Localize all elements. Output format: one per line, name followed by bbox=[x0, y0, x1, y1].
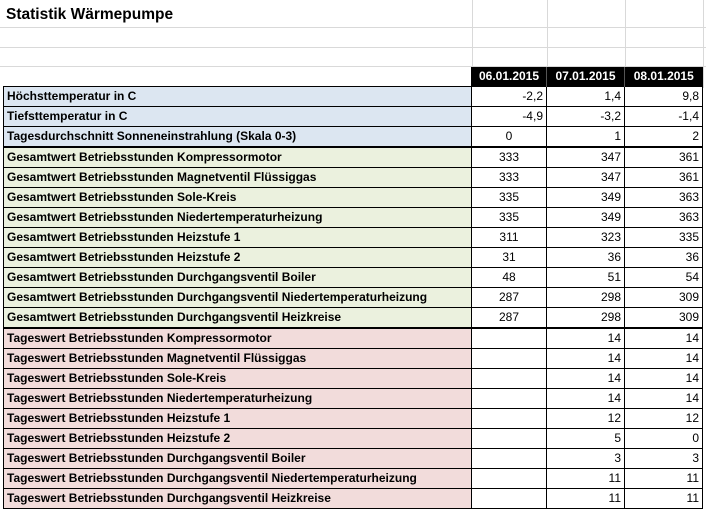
table-row bbox=[4, 248, 703, 268]
row-label[interactable]: Gesamtwert Betriebsstunden Heizstufe 1 bbox=[4, 228, 472, 248]
row-label[interactable]: Tageswert Betriebsstunden Durchgangsventil Boiler bbox=[4, 449, 472, 469]
value-cell[interactable]: 349 bbox=[547, 188, 625, 208]
value-cell[interactable]: 0 bbox=[625, 429, 703, 449]
value-cell[interactable]: 14 bbox=[547, 328, 625, 349]
value-cell[interactable] bbox=[472, 469, 547, 489]
value-cell[interactable]: 363 bbox=[625, 208, 703, 228]
value-cell[interactable]: 363 bbox=[625, 188, 703, 208]
value-cell[interactable]: 2 bbox=[625, 127, 703, 148]
value-cell[interactable]: 14 bbox=[625, 349, 703, 369]
row-label[interactable]: Tageswert Betriebsstunden Niedertemperaturheizung bbox=[4, 389, 472, 409]
value-cell[interactable]: 287 bbox=[472, 288, 547, 308]
value-cell[interactable]: 14 bbox=[625, 369, 703, 389]
date-header-2[interactable]: 07.01.2015 bbox=[547, 67, 625, 87]
row-label[interactable]: Tageswert Betriebsstunden Sole-Kreis bbox=[4, 369, 472, 389]
value-cell[interactable] bbox=[472, 429, 547, 449]
value-cell[interactable] bbox=[472, 489, 547, 509]
header-empty-cell bbox=[4, 67, 472, 87]
value-cell[interactable]: 361 bbox=[625, 168, 703, 188]
value-cell[interactable]: 11 bbox=[547, 489, 625, 509]
row-label[interactable]: Gesamtwert Betriebsstunden Magnetventil Flüssiggas bbox=[4, 168, 472, 188]
table-row bbox=[4, 369, 703, 389]
value-cell[interactable]: 3 bbox=[547, 449, 625, 469]
table-row bbox=[4, 409, 703, 429]
row-label[interactable]: Tageswert Betriebsstunden Heizstufe 1 bbox=[4, 409, 472, 429]
table-row bbox=[4, 228, 703, 248]
table-row bbox=[4, 489, 703, 509]
value-cell[interactable]: 48 bbox=[472, 268, 547, 288]
sheet-title: Statistik Wärmepumpe bbox=[6, 6, 174, 23]
value-cell[interactable]: 335 bbox=[625, 228, 703, 248]
row-label[interactable]: Tageswert Betriebsstunden Durchgangsventil Heizkreise bbox=[4, 489, 472, 509]
value-cell[interactable]: 11 bbox=[625, 489, 703, 509]
table-row bbox=[4, 107, 703, 127]
value-cell[interactable]: 287 bbox=[472, 308, 547, 329]
table-row bbox=[4, 288, 703, 308]
value-cell[interactable]: -4,9 bbox=[472, 107, 547, 127]
value-cell[interactable]: 1,4 bbox=[547, 87, 625, 107]
table-row bbox=[4, 308, 703, 329]
row-label[interactable]: Gesamtwert Betriebsstunden Durchgangsventil Boiler bbox=[4, 268, 472, 288]
value-cell[interactable]: 14 bbox=[547, 369, 625, 389]
row-label[interactable]: Gesamtwert Betriebsstunden Kompressormotor bbox=[4, 147, 472, 168]
table-row bbox=[4, 349, 703, 369]
value-cell[interactable]: 14 bbox=[625, 389, 703, 409]
value-cell[interactable]: 36 bbox=[625, 248, 703, 268]
value-cell[interactable] bbox=[472, 349, 547, 369]
value-cell[interactable]: 12 bbox=[625, 409, 703, 429]
row-label[interactable]: Tageswert Betriebsstunden Durchgangsventil Niedertemperaturheizung bbox=[4, 469, 472, 489]
value-cell[interactable]: 31 bbox=[472, 248, 547, 268]
row-label[interactable]: Tageswert Betriebsstunden Heizstufe 2 bbox=[4, 429, 472, 449]
value-cell[interactable]: 11 bbox=[547, 469, 625, 489]
value-cell[interactable]: 333 bbox=[472, 168, 547, 188]
table-row bbox=[4, 208, 703, 228]
value-cell[interactable]: -1,4 bbox=[625, 107, 703, 127]
value-cell[interactable]: 9,8 bbox=[625, 87, 703, 107]
table-row bbox=[4, 449, 703, 469]
table-row bbox=[4, 168, 703, 188]
value-cell[interactable]: 309 bbox=[625, 308, 703, 329]
value-cell[interactable]: -2,2 bbox=[472, 87, 547, 107]
value-cell[interactable]: 1 bbox=[547, 127, 625, 148]
value-cell[interactable]: 51 bbox=[547, 268, 625, 288]
table-row bbox=[4, 429, 703, 449]
table-row bbox=[4, 188, 703, 208]
value-cell[interactable]: 361 bbox=[625, 147, 703, 168]
row-label[interactable]: Tagesdurchschnitt Sonneneinstrahlung (Skala 0-3) bbox=[4, 127, 472, 148]
row-label[interactable]: Gesamtwert Betriebsstunden Durchgangsventil Niedertemperaturheizung bbox=[4, 288, 472, 308]
value-cell[interactable]: 54 bbox=[625, 268, 703, 288]
value-cell[interactable]: 298 bbox=[547, 288, 625, 308]
value-cell[interactable]: 311 bbox=[472, 228, 547, 248]
table-row bbox=[4, 87, 703, 107]
table-row bbox=[4, 127, 703, 148]
table-body bbox=[4, 87, 703, 509]
value-cell[interactable]: 36 bbox=[547, 248, 625, 268]
value-cell[interactable]: 347 bbox=[547, 168, 625, 188]
value-cell[interactable]: 3 bbox=[625, 449, 703, 469]
value-cell[interactable]: 14 bbox=[547, 389, 625, 409]
table-row bbox=[4, 389, 703, 409]
row-label[interactable]: Höchsttemperatur in C bbox=[4, 87, 472, 107]
value-cell[interactable]: 349 bbox=[547, 208, 625, 228]
value-cell[interactable]: -3,2 bbox=[547, 107, 625, 127]
value-cell[interactable] bbox=[472, 389, 547, 409]
value-cell[interactable]: 11 bbox=[625, 469, 703, 489]
value-cell[interactable] bbox=[472, 369, 547, 389]
table-row bbox=[4, 328, 703, 349]
value-cell[interactable]: 5 bbox=[547, 429, 625, 449]
row-label[interactable]: Gesamtwert Betriebsstunden Durchgangsventil Heizkreise bbox=[4, 308, 472, 329]
row-label[interactable]: Tageswert Betriebsstunden Magnetventil Flüssiggas bbox=[4, 349, 472, 369]
header-row bbox=[4, 67, 703, 87]
statistics-table bbox=[3, 67, 703, 509]
value-cell[interactable]: 335 bbox=[472, 208, 547, 228]
value-cell[interactable]: 309 bbox=[625, 288, 703, 308]
value-cell[interactable]: 14 bbox=[625, 328, 703, 349]
value-cell[interactable]: 14 bbox=[547, 349, 625, 369]
value-cell[interactable] bbox=[472, 328, 547, 349]
value-cell[interactable]: 335 bbox=[472, 188, 547, 208]
row-label[interactable]: Tageswert Betriebsstunden Kompressormotor bbox=[4, 328, 472, 349]
value-cell[interactable]: 323 bbox=[547, 228, 625, 248]
row-label[interactable]: Gesamtwert Betriebsstunden Sole-Kreis bbox=[4, 188, 472, 208]
value-cell[interactable] bbox=[472, 409, 547, 429]
row-label[interactable]: Gesamtwert Betriebsstunden Niedertemperaturheizung bbox=[4, 208, 472, 228]
table-row bbox=[4, 469, 703, 489]
value-cell[interactable]: 333 bbox=[472, 147, 547, 168]
value-cell[interactable]: 12 bbox=[547, 409, 625, 429]
value-cell[interactable]: 298 bbox=[547, 308, 625, 329]
value-cell[interactable] bbox=[472, 449, 547, 469]
date-header-3[interactable]: 08.01.2015 bbox=[625, 67, 703, 87]
table-row bbox=[4, 268, 703, 288]
value-cell[interactable]: 0 bbox=[472, 127, 547, 148]
date-header-1[interactable]: 06.01.2015 bbox=[472, 67, 547, 87]
row-label[interactable]: Gesamtwert Betriebsstunden Heizstufe 2 bbox=[4, 248, 472, 268]
row-label[interactable]: Tiefsttemperatur in C bbox=[4, 107, 472, 127]
value-cell[interactable]: 347 bbox=[547, 147, 625, 168]
table-row bbox=[4, 147, 703, 168]
